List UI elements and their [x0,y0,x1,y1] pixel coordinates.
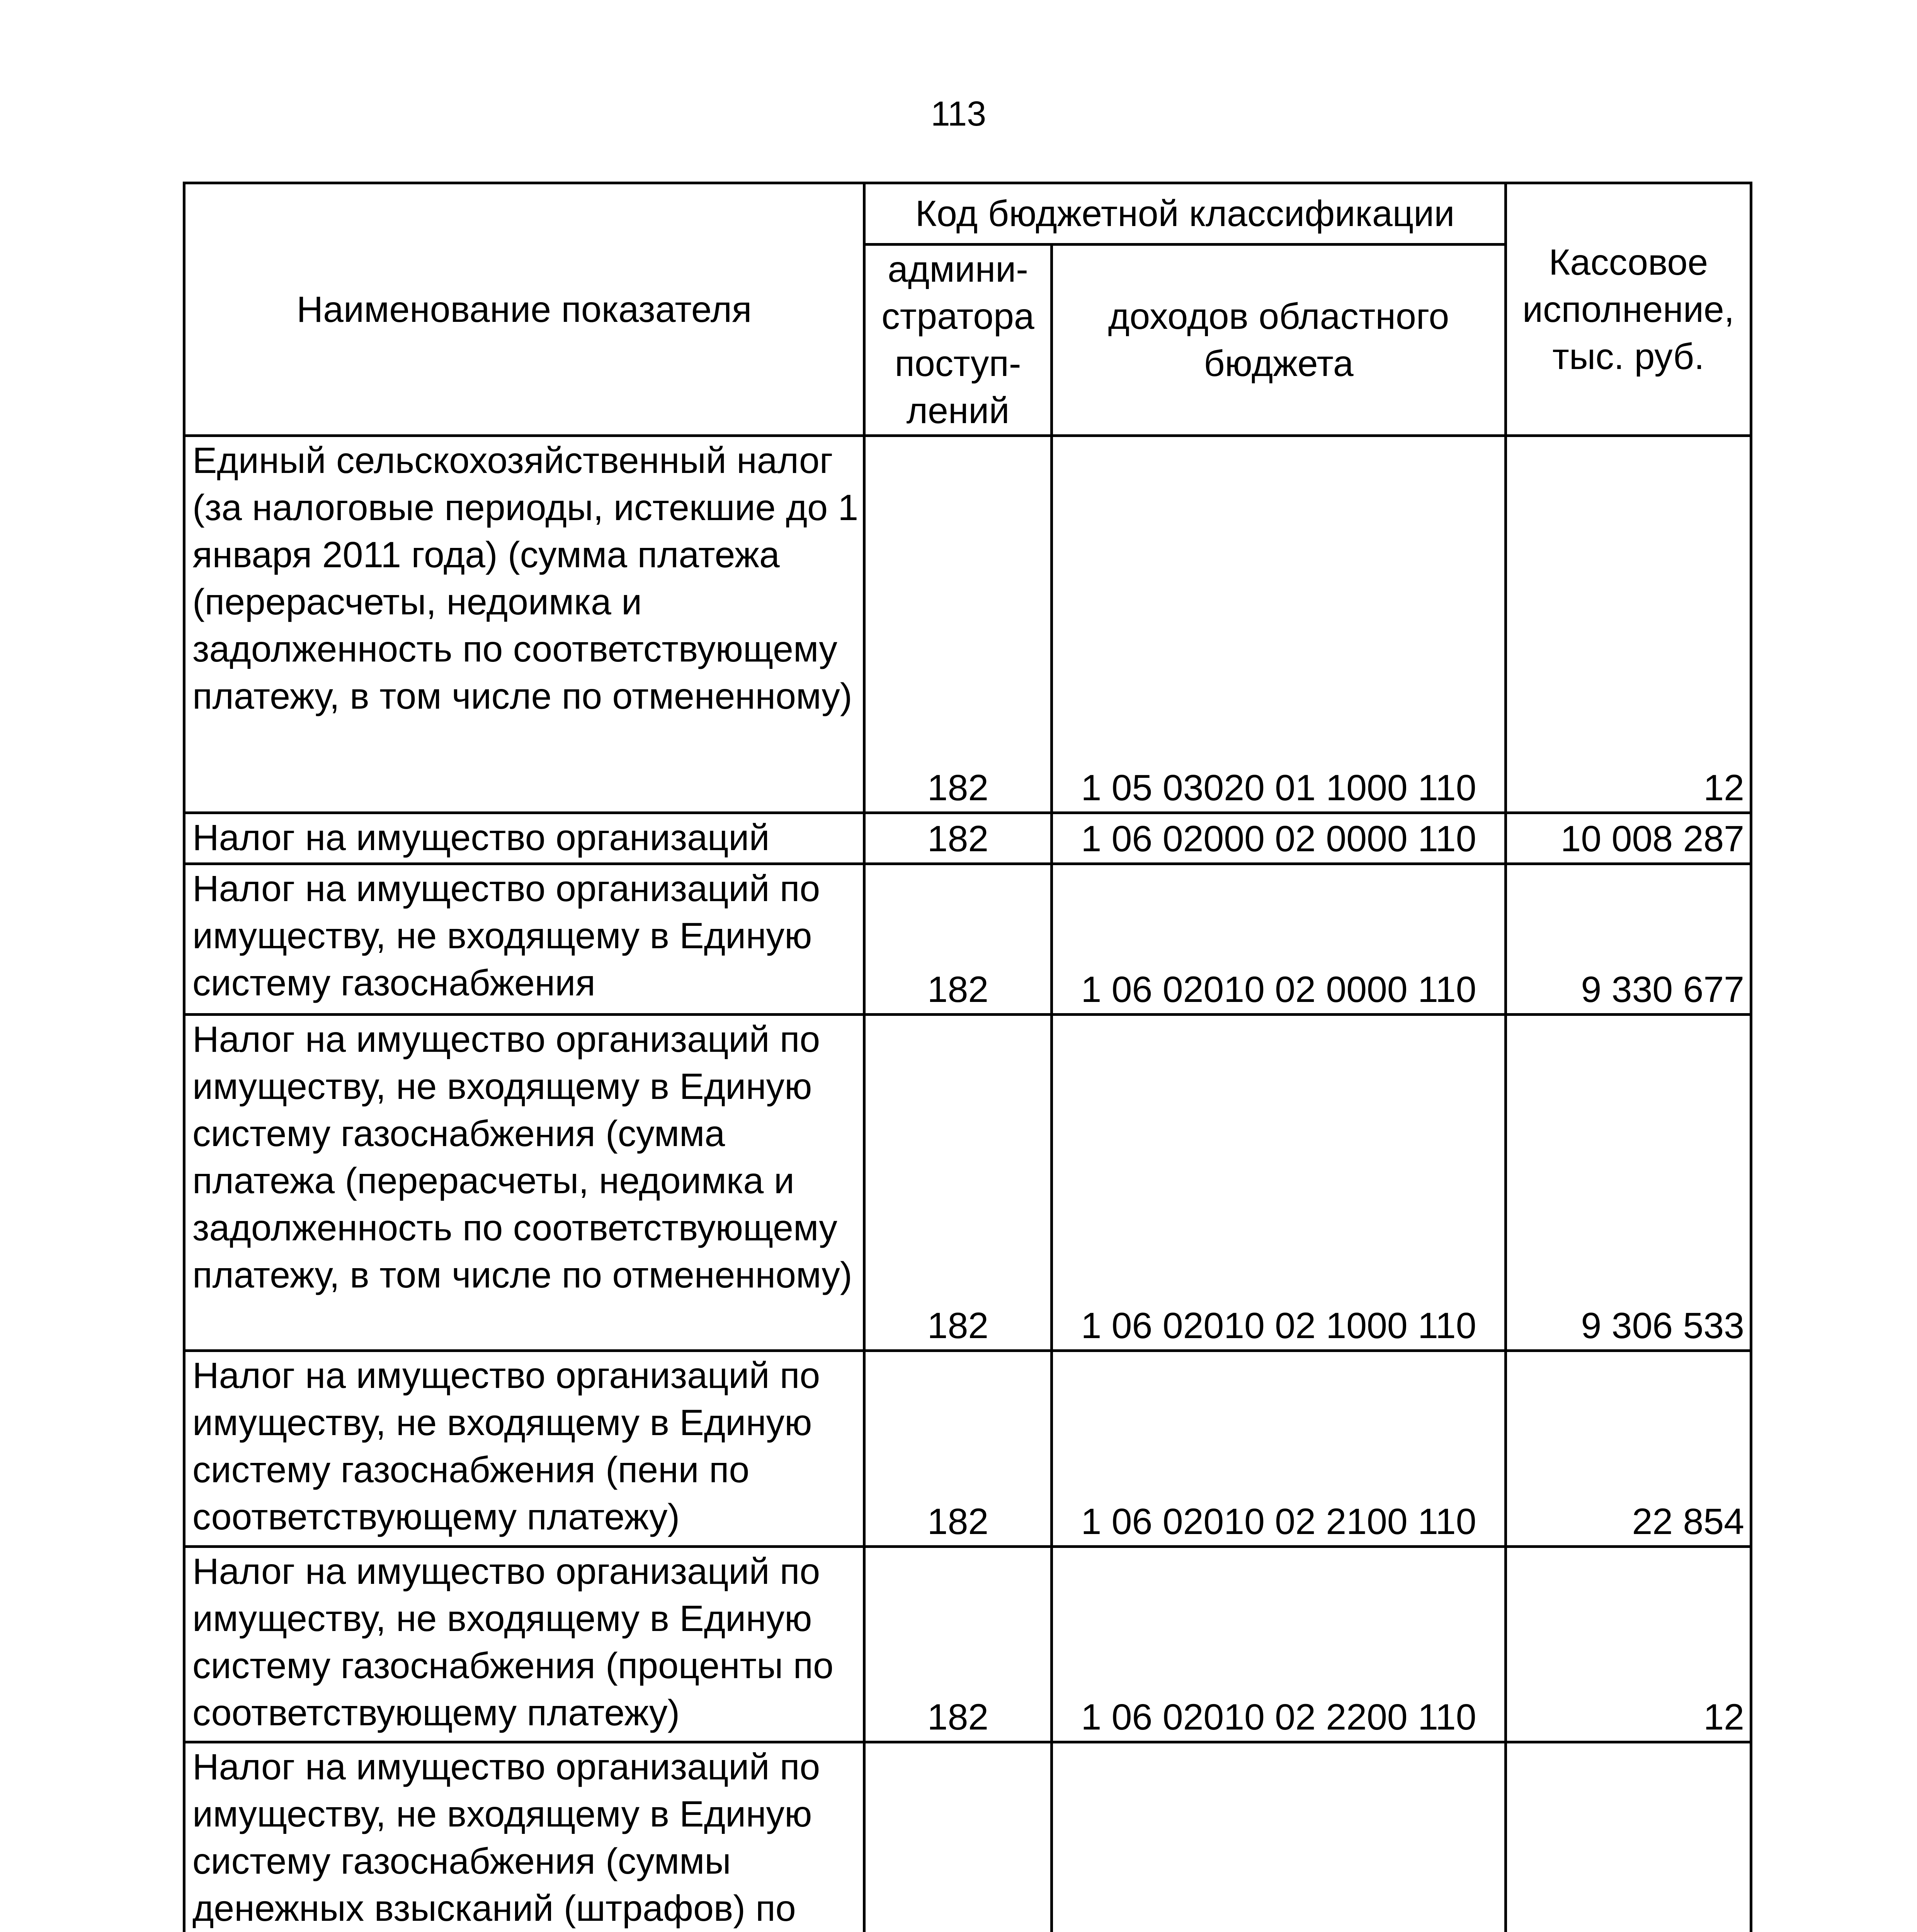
table-row [184,813,1751,864]
table-row [184,1742,1751,1932]
row-admin-code: 182 [864,864,1052,1015]
row-admin-code [864,1742,1052,1932]
row-indicator-name: Налог на имущество организаций [184,813,864,864]
row-amount: 9 330 677 [1506,864,1751,1015]
row-budget-code: 1 06 02010 02 1000 110 [1052,1015,1506,1351]
table-row [184,1351,1751,1547]
row-budget-code: 1 06 02010 02 0000 110 [1052,864,1506,1015]
row-indicator-name: Налог на имущество организаций по имуществу, не входящему в Единую систему газоснабжения [184,864,864,1015]
row-admin-code: 182 [864,813,1052,864]
row-amount [1506,1742,1751,1932]
budget-revenue-table [183,182,1752,1932]
row-admin-code: 182 [864,1351,1052,1547]
header-cash-execution: Кассовое исполнение, тыс. руб. [1506,183,1751,436]
page-number: 113 [930,95,987,133]
header-regional-budget-income: доходов областного бюджета [1052,245,1506,436]
row-indicator-name: Единый сельскохозяйственный налог (за налоговые периоды, истекшие до 1 января 2011 года) (сумма платежа (перерасчеты, недоимка и задолженность по соответствующему платежу, в том числе по отмененному) [184,436,864,813]
row-budget-code: 1 05 03020 01 1000 110 [1052,436,1506,813]
row-indicator-name: Налог на имущество организаций по имуществу, не входящему в Единую систему газоснабжения (суммы денежных взысканий (штрафов) по [184,1742,864,1932]
header-revenue-administrator: админи-стратора поступ-лений [864,245,1052,436]
table-row [184,864,1751,1015]
row-amount: 9 306 533 [1506,1015,1751,1351]
row-amount: 10 008 287 [1506,813,1751,864]
row-admin-code: 182 [864,1547,1052,1742]
row-budget-code: 1 06 02000 02 0000 110 [1052,813,1506,864]
table-row [184,436,1751,813]
row-admin-code: 182 [864,436,1052,813]
row-budget-code: 1 06 02010 02 2100 110 [1052,1351,1506,1547]
row-indicator-name: Налог на имущество организаций по имуществу, не входящему в Единую систему газоснабжения (сумма платежа (перерасчеты, недоимка и задолженность по соответствующему платежу, в том числе по отмененному) [184,1015,864,1351]
header-indicator-name: Наименование показателя [184,183,864,436]
row-amount: 12 [1506,1547,1751,1742]
header-budget-classification-code: Код бюджетной классификации [864,183,1506,245]
row-amount: 12 [1506,436,1751,813]
row-amount: 22 854 [1506,1351,1751,1547]
row-budget-code [1052,1742,1506,1932]
row-budget-code: 1 06 02010 02 2200 110 [1052,1547,1506,1742]
row-indicator-name: Налог на имущество организаций по имуществу, не входящему в Единую систему газоснабжения (пени по соответствующему платежу) [184,1351,864,1547]
row-admin-code: 182 [864,1015,1052,1351]
table-row [184,1015,1751,1351]
table-row [184,1547,1751,1742]
row-indicator-name: Налог на имущество организаций по имуществу, не входящему в Единую систему газоснабжения (проценты по соответствующему платежу) [184,1547,864,1742]
